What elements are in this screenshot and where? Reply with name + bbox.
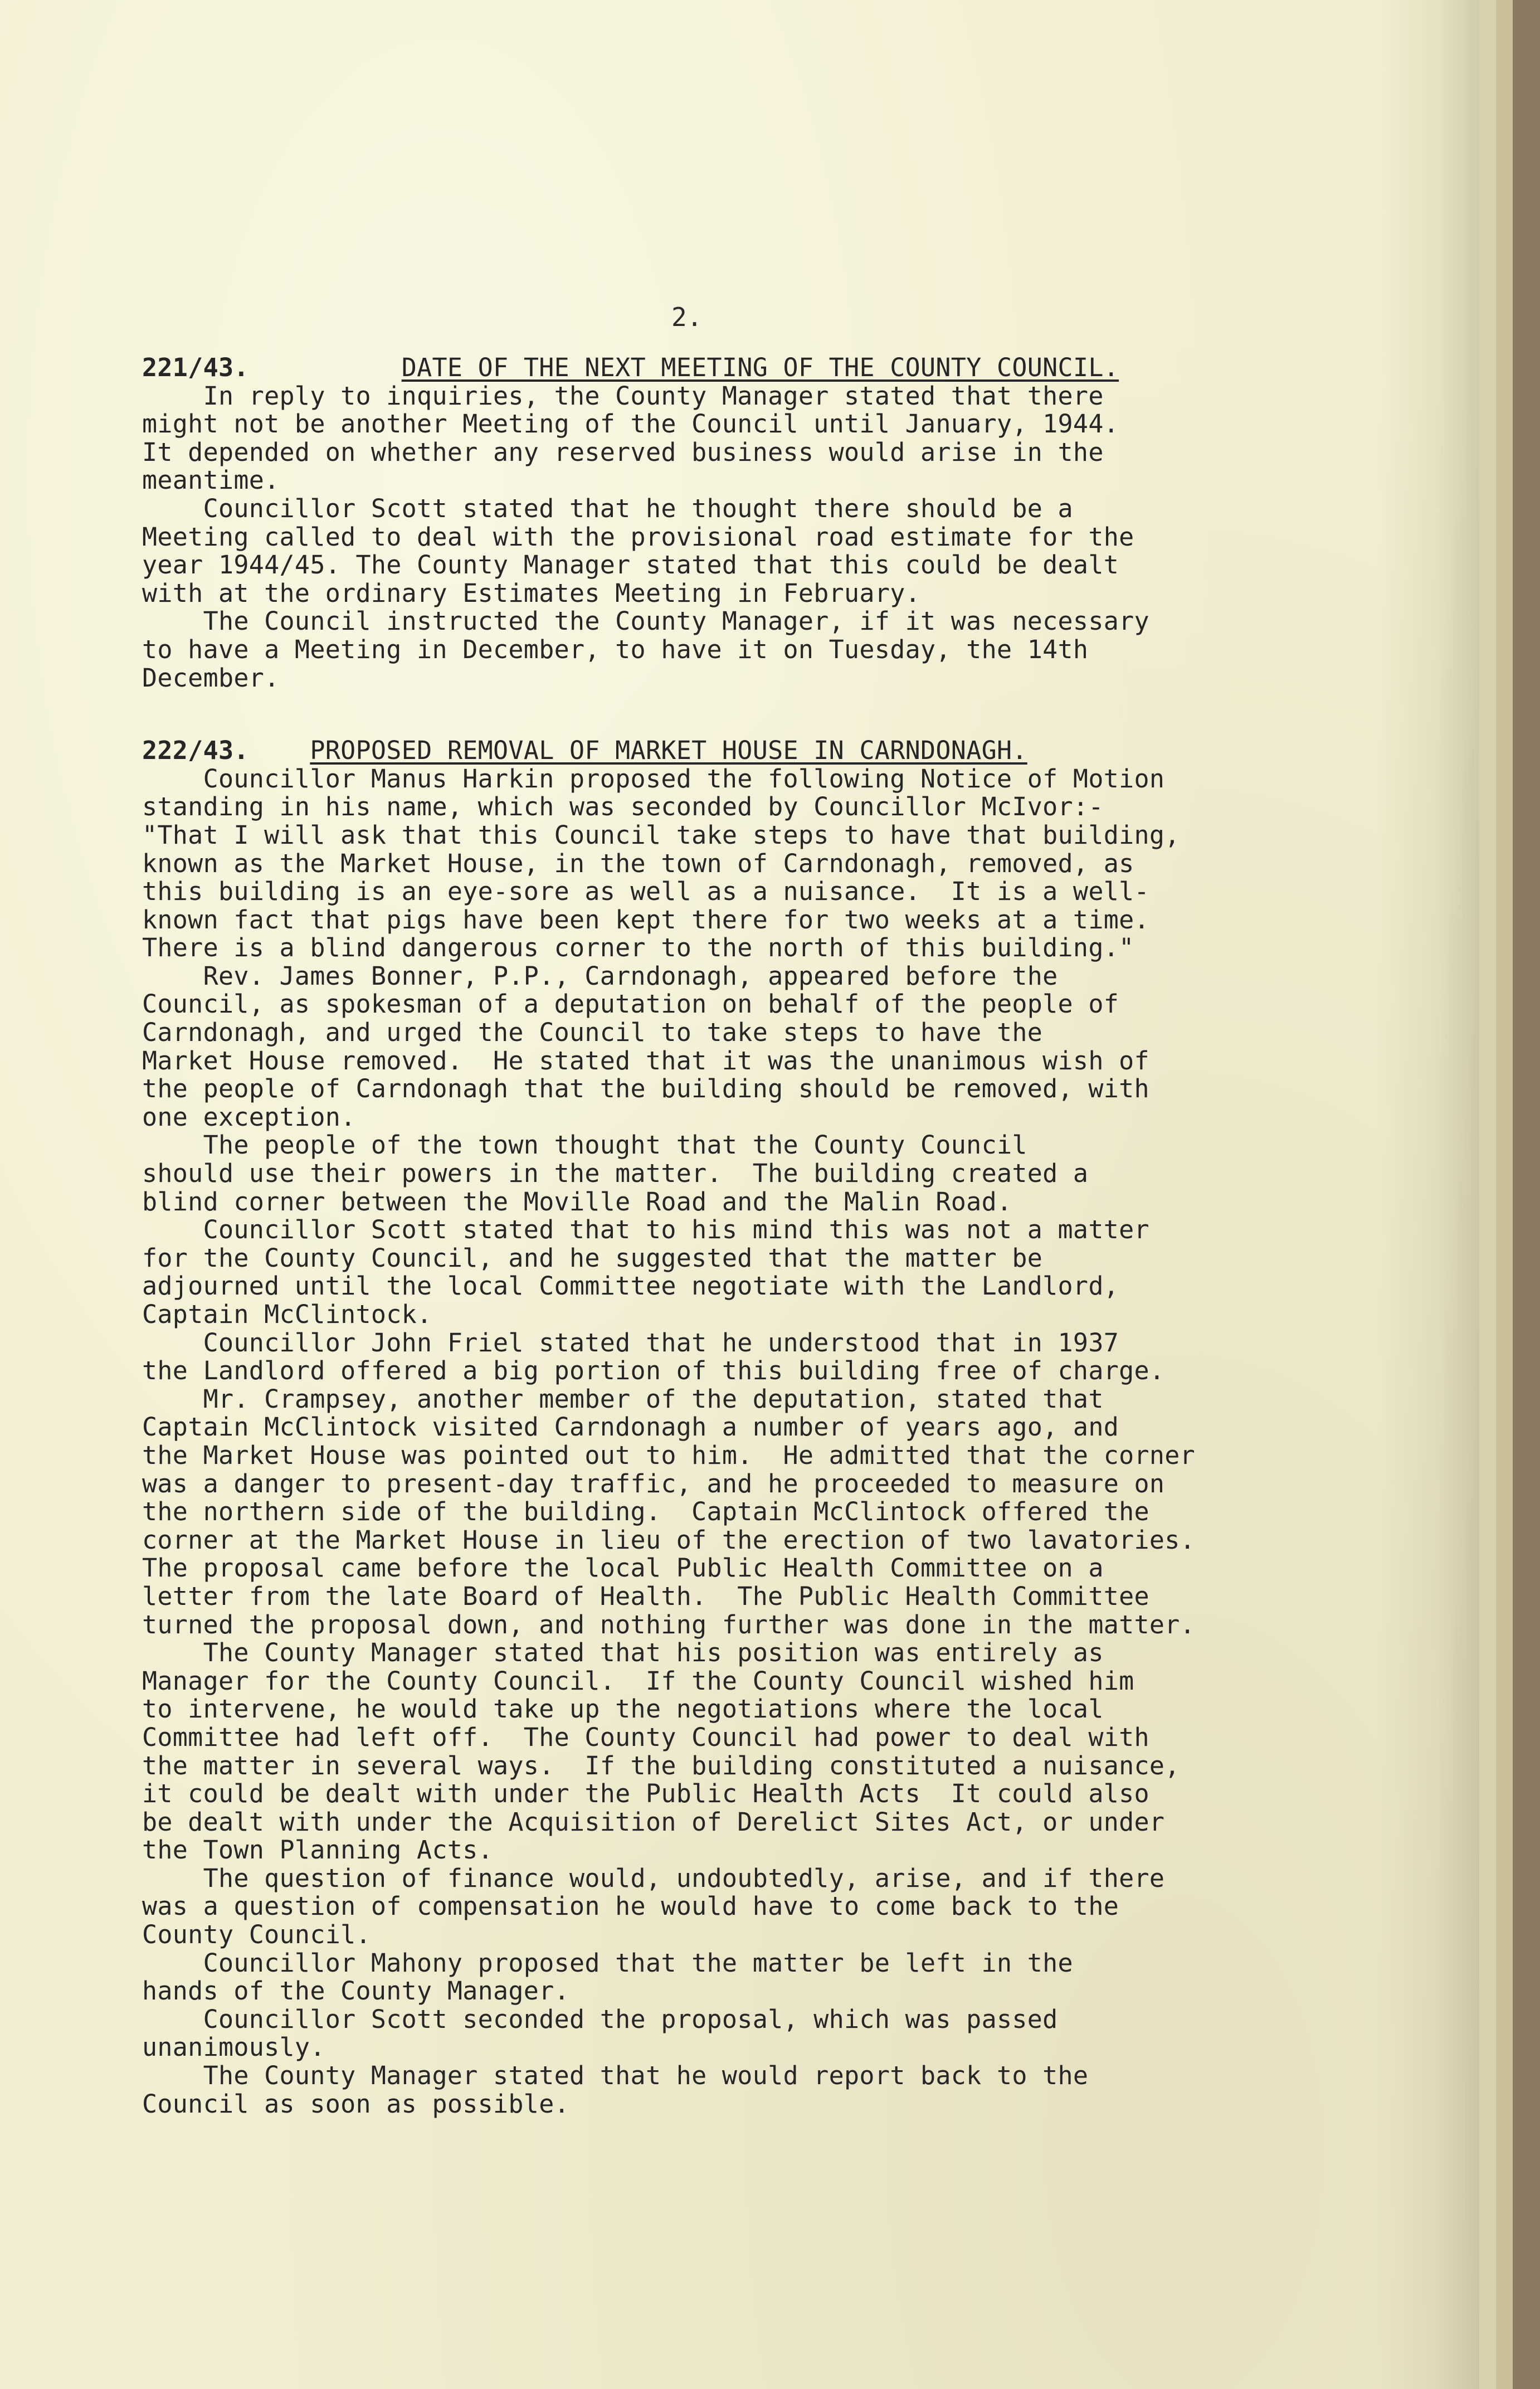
text-line: the Market House was pointed out to him. He admitted that the corner xyxy=(142,1440,1196,1470)
text-line: unanimously. xyxy=(142,2032,325,2062)
minute-number: 221/43. xyxy=(142,353,249,382)
text-line: the matter in several ways. If the building constituted a nuisance, xyxy=(142,1750,1180,1780)
text-line: In reply to inquiries, the County Manager stated that there xyxy=(142,381,1104,411)
text-line: hands of the County Manager. xyxy=(142,1976,569,2006)
text-line: The County Manager stated that he would report back to the xyxy=(142,2061,1089,2091)
section-gap xyxy=(142,692,1385,737)
text-line: meantime. xyxy=(142,465,280,495)
minute-heading-line xyxy=(142,354,1385,382)
minute-heading: DATE OF THE NEXT MEETING OF THE COUNTY COUNCIL. xyxy=(401,353,1119,382)
text-line: was a danger to present-day traffic, and he proceeded to measure on xyxy=(142,1468,1165,1498)
text-line: known as the Market House, in the town of Carndonagh, removed, as xyxy=(142,848,1134,878)
text-line: known fact that pigs have been kept there for two weeks at a time. xyxy=(142,904,1149,935)
text-line: Mr. Crampsey, another member of the deputation, stated that xyxy=(142,1384,1104,1414)
text-line: Committee had left off. The County Council had power to deal with xyxy=(142,1722,1149,1752)
text-line: was a question of compensation he would have to come back to the xyxy=(142,1891,1119,1921)
text-line: letter from the late Board of Health. The Public Health Committee xyxy=(142,1581,1149,1611)
page-number: 2. xyxy=(671,302,703,332)
page-edge xyxy=(1479,0,1496,2389)
text-line: The proposal came before the local Public Health Committee on a xyxy=(142,1553,1104,1583)
text-line: Councillor Manus Harkin proposed the following Notice of Motion xyxy=(142,763,1165,794)
text-line: turned the proposal down, and nothing further was done in the matter. xyxy=(142,1609,1196,1639)
book-cover-edge xyxy=(1513,0,1540,2389)
text-line: should use their powers in the matter. The building created a xyxy=(142,1159,1089,1189)
text-line: year 1944/45. The County Manager stated that this could be dealt xyxy=(142,550,1119,580)
text-line: to have a Meeting in December, to have it on Tuesday, the 14th xyxy=(142,634,1089,664)
text-line: Captain McClintock. xyxy=(142,1300,432,1329)
text-line: Councillor Mahony proposed that the matter be left in the xyxy=(142,1948,1073,1978)
text-line: standing in his name, which was seconded by Councillor McIvor:- xyxy=(142,792,1104,822)
text-line: Council as soon as possible. xyxy=(142,2089,569,2119)
text-line: the people of Carndonagh that the building should be removed, with xyxy=(142,1074,1149,1104)
text-line: blind corner between the Moville Road and the Malin Road. xyxy=(142,1186,1012,1217)
text-line: Councillor Scott stated that to his mind this was not a matter xyxy=(142,1215,1149,1245)
binding-shadow xyxy=(1376,0,1479,2389)
text-line: The Council instructed the County Manager, if it was necessary xyxy=(142,606,1149,636)
text-line: Market House removed. He stated that it was the unanimous wish of xyxy=(142,1045,1149,1076)
text-line: to intervene, he would take up the negotiations where the local xyxy=(142,1694,1104,1724)
text-line: Carndonagh, and urged the Council to take steps to have the xyxy=(142,1018,1043,1048)
text-line: Councillor Scott stated that he thought there should be a xyxy=(142,493,1073,523)
text-line: Manager for the County Council. If the County Council wished him xyxy=(142,1666,1134,1696)
text-line: Meeting called to deal with the provisional road estimate for the xyxy=(142,522,1134,552)
text-line: The County Manager stated that his position was entirely as xyxy=(142,1638,1104,1668)
text-line: with at the ordinary Estimates Meeting in February. xyxy=(142,578,921,608)
minute-221 xyxy=(142,354,1385,692)
text-line: The question of finance would, undoubtedly, arise, and if there xyxy=(142,1863,1165,1893)
text-line: Councillor John Friel stated that he understood that in 1937 xyxy=(142,1327,1119,1358)
text-line: County Council. xyxy=(142,1920,371,1950)
text-line: adjourned until the local Committee negotiate with the Landlord, xyxy=(142,1271,1119,1301)
text-line: Captain McClintock visited Carndonagh a number of years ago, and xyxy=(142,1412,1119,1442)
text-line: The people of the town thought that the County Council xyxy=(142,1130,1027,1160)
text-line: There is a blind dangerous corner to the north of this building." xyxy=(142,933,1134,963)
text-line: It depended on whether any reserved business would arise in the xyxy=(142,437,1104,467)
text-line: December. xyxy=(142,663,280,693)
text-line: one exception. xyxy=(142,1102,356,1132)
text-line: Rev. James Bonner, P.P., Carndonagh, appeared before the xyxy=(142,961,1058,991)
text-line: the northern side of the building. Captain McClintock offered the xyxy=(142,1497,1149,1527)
text-line: "That I will ask that this Council take steps to have that building, xyxy=(142,820,1180,850)
text-line: the Town Planning Acts. xyxy=(142,1835,494,1865)
text-line: might not be another Meeting of the Council until January, 1944. xyxy=(142,409,1119,439)
minute-222 xyxy=(142,737,1385,2118)
minute-heading-line xyxy=(142,737,1385,765)
text-line: it could be dealt with under the Public Health Acts It could also xyxy=(142,1779,1149,1809)
page-edge xyxy=(1496,0,1513,2389)
text-line: for the County Council, and he suggested that the matter be xyxy=(142,1243,1043,1273)
text-line: Councillor Scott seconded the proposal, which was passed xyxy=(142,2004,1058,2034)
text-line: Council, as spokesman of a deputation on behalf of the people of xyxy=(142,989,1119,1019)
minutes-body xyxy=(142,354,1385,2118)
text-line: corner at the Market House in lieu of the erection of two lavatories. xyxy=(142,1525,1196,1555)
minute-heading: PROPOSED REMOVAL OF MARKET HOUSE IN CARNDONAGH. xyxy=(310,736,1027,766)
text-line: be dealt with under the Acquisition of Derelict Sites Act, or under xyxy=(142,1807,1165,1837)
text-line: the Landlord offered a big portion of this building free of charge. xyxy=(142,1356,1165,1386)
text-line: this building is an eye-sore as well as a nuisance. It is a well- xyxy=(142,877,1149,907)
minute-number: 222/43. xyxy=(142,736,249,766)
